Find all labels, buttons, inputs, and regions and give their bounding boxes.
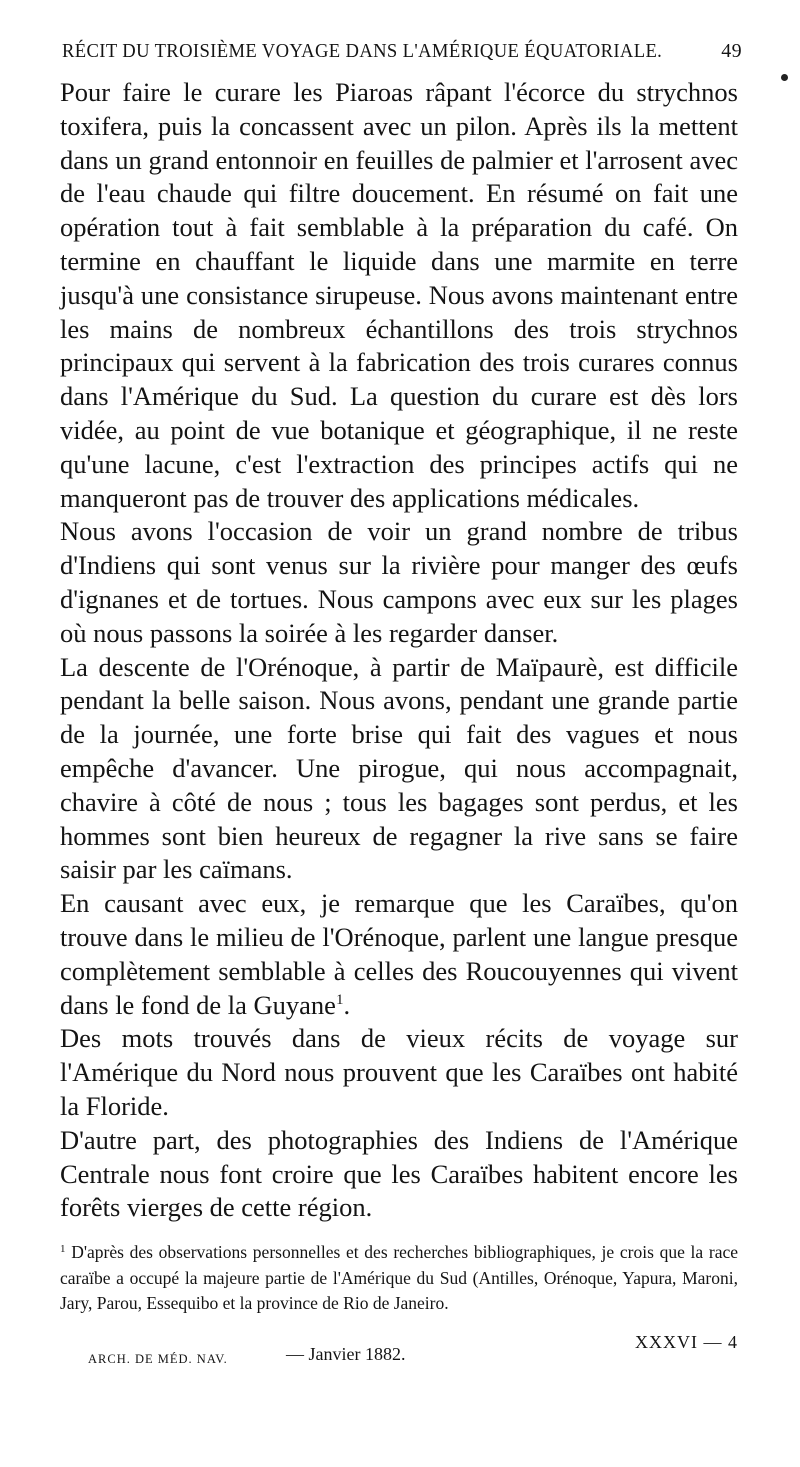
running-header [62,40,742,63]
paragraph-2: Nous avons l'occasion de voir un grand nombre de tribus d'Indiens qui sont venus sur la rivière pour manger des œufs d'ignanes et de tortues. Nous campons avec eux sur les plages où nous passons la soirée à les regarder danser. [60,516,738,648]
footnotes [60,1240,738,1317]
footnote-text: D'après des observations personnelles et des recherches bibliographiques, je crois que la race caraïbe a occupé la majeure partie de l'Amérique du Sud (Antilles, Orénoque, Yapura, Maroni, Jary, Parou, Essequibo et la province de Rio de Janeiro. [60,1242,738,1313]
running-title: RÉCIT DU TROISIÈME VOYAGE DANS L'AMÉRIQUE ÉQUATORIALE. [62,40,663,62]
margin-mark [781,74,788,81]
footer-date: Janvier 1882. [308,1344,406,1364]
issue-date [286,1344,405,1365]
paragraph-4-end: . [343,989,351,1020]
paragraph-3: La descente de l'Orénoque, à partir de Maïpaurè, est difficile pendant la belle saison. Nous avons, pendant une grande partie de la journée, une forte brise qui fait des vagues et nous empêche d'avancer. Une pirogue, qui nous accompagnait, chavire à côté de nous ; tous les bagages sont perdus, et les hommes sont bien heureux de regagner la rive sans se faire saisir par les caïmans. [60,651,738,885]
page-footer [88,1332,738,1370]
footnote-reference[interactable]: 1 [335,991,344,1008]
paragraph-6: D'autre part, des photographies des Indiens de l'Amérique Centrale nous font croire que les Caraïbes habitent encore les forêts vierges de cette région. [60,1124,738,1223]
paragraph-5: Des mots trouvés dans de vieux récits de voyage sur l'Amérique du Nord nous prouvent que les Caraïbes ont habité la Floride. [60,1023,738,1121]
body-text [60,76,738,1225]
paragraph-4-text: En causant avec eux, je remarque que les Caraïbes, qu'on trouve dans le milieu de l'Orénoque, parlent une langue presque complètement semblable à celles des Roucouyennes qui vivent dans le fond de la Guyane [60,888,738,1020]
volume-signature: XXXVI — 4 [635,1332,738,1352]
footnote-marker: 1 [60,1243,66,1255]
footnote-1 [60,1240,738,1317]
paragraph-1: Pour faire le curare les Piaroas râpant l'écorce du strychnos toxifera, puis la concassent avec un pilon. Après ils la mettent dans un grand entonnoir en feuilles de palmier et l'arrosent avec de l'eau chaude qui filtre doucement. En résumé on fait une opération tout à fait semblable à la préparation du café. On termine en chauffant le liquide dans une marmite en terre jusqu'à une consistance sirupeuse. Nous avons maintenant entre les mains de nombreux échantillons des trois strychnos principaux qui servent à la fabrication des trois curares connus dans l'Amérique du Sud. La question du curare est dès lors vidée, au point de vue botanique et géographique, il ne reste qu'une lacune, c'est l'extraction des principes actifs qui ne manqueront pas de trouver des applications médicales. [60,77,738,513]
page-number: 49 [721,40,742,62]
footer-dash: — [286,1344,304,1364]
journal-abbrev: ARCH. DE MÉD. NAV. [88,1352,228,1366]
paragraph-4 [60,887,738,1022]
